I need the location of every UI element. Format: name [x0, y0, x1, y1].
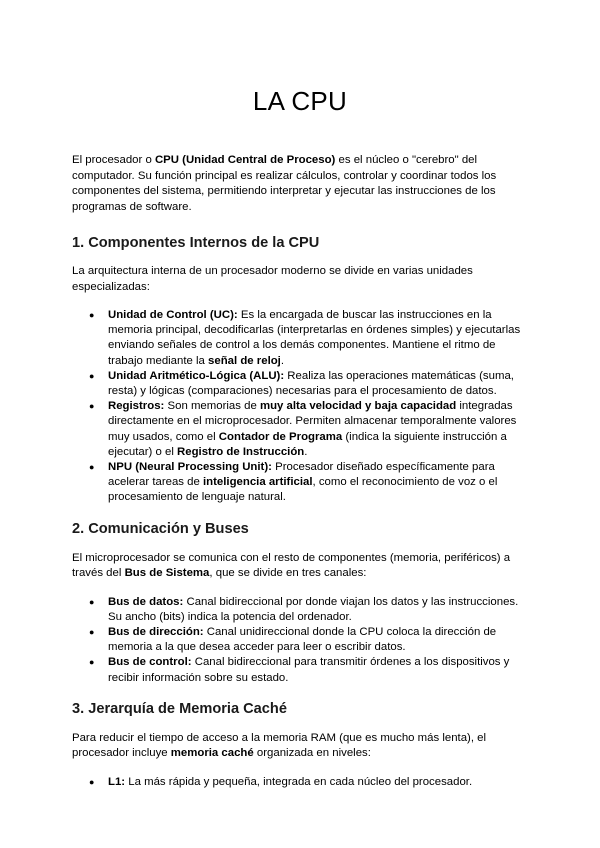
list-item [108, 399, 532, 460]
list-item-term: L1: [108, 775, 126, 788]
section-intro-bold: Bus de Sistema [124, 567, 210, 580]
list-item-term: Bus de control: [108, 656, 192, 669]
intro-paragraph [72, 153, 532, 215]
list-item-term: Bus de datos: [108, 595, 184, 608]
section-intro-text: , que se divide en tres canales: [209, 567, 367, 580]
list-item [108, 460, 532, 506]
list-item-text: Canal bidireccional para transmitir órdenes a los dispositivos y recibir información sobre su estado. [108, 656, 510, 684]
list-item [108, 775, 532, 790]
list-item-text: . [304, 445, 308, 458]
list-item [108, 369, 532, 399]
list-item-text: Procesador diseñado específicamente para acelerar tareas de [108, 461, 495, 489]
list-item-term: Unidad Aritmético-Lógica (ALU): [108, 369, 285, 382]
components-list [72, 308, 532, 506]
list-item [108, 625, 532, 655]
list-item-bold: Contador de Programa [218, 430, 343, 443]
section-intro-buses [72, 551, 532, 582]
buses-list [72, 595, 532, 686]
list-item-bold: inteligencia artificial [202, 476, 313, 489]
section-intro-text: El microprocesador se comunica con el resto de componentes (memoria, periféricos) a través del [72, 551, 511, 580]
section-heading-buses: 2. Comunicación y Buses [72, 520, 249, 537]
list-item [108, 595, 532, 625]
list-item-term: Bus de dirección: [108, 626, 204, 639]
list-item-text: Realiza las operaciones matemáticas (suma, resta) y lógicas (comparaciones) necesarias para el procesamiento de datos. [108, 369, 514, 398]
intro-text-rest: es el núcleo o "cerebro" del computador. Su función principal es realizar cálculos, controlar y coordinar todos los componentes del sistema, permitiendo interpretar y ejecutar las instrucciones de los programas de software. [72, 154, 497, 213]
list-item-text: (indica la siguiente instrucción a ejecutar) o el [108, 430, 507, 458]
list-item-term: Unidad de Control (UC): [108, 309, 238, 321]
list-item-text: Canal unidireccional donde la CPU coloca la dirección de memoria a la que desea acceder para leer o escribir datos. [108, 626, 497, 654]
list-item-text: Es la encargada de buscar las instrucciones en la memoria principal, decodificarlas (interpretarlas en órdenes simples) y ejecutarlas enviando señales de control a los demás componentes. Mantiene el ritmo de trabajo mediante la [108, 309, 521, 367]
document-title: LA CPU [252, 86, 348, 116]
list-item-term: Registros: [108, 400, 165, 413]
list-item-bold: Registro de Instrucción [177, 445, 305, 458]
list-item-term: NPU (Neural Processing Unit): [108, 461, 272, 474]
section-intro-bold: memoria caché [170, 747, 254, 760]
list-item-bold: muy alta velocidad y baja capacidad [259, 400, 457, 413]
list-item [108, 655, 532, 685]
intro-text: El procesador o [72, 154, 155, 166]
section-intro-text: Para reducir el tiempo de acceso a la memoria RAM (que es mucho más lenta), el procesador incluye [72, 731, 487, 760]
list-item-text: integradas directamente en el microprocesador. Permiten almacenar temporalmente valores muy usados, como el [108, 400, 517, 443]
list-item-text: Canal bidireccional por donde viajan los datos y las instrucciones. Su ancho (bits) indica la potencia del ordenador. [108, 595, 519, 623]
section-intro-cache [72, 731, 532, 762]
list-item-text: . [280, 354, 285, 367]
intro-bold-cpu: CPU (Unidad Central de Proceso) [154, 154, 336, 166]
list-item-text: , como el reconocimiento de voz o el procesamiento de lenguaje natural. [108, 476, 498, 504]
list-item-bold: señal de reloj [208, 354, 281, 367]
list-item-text: La más rápida y pequeña, integrada en cada núcleo del procesador. [125, 775, 473, 788]
section-intro-text: organizada en niveles: [253, 747, 371, 760]
document-body [72, 153, 532, 790]
section-heading-cache: 3. Jerarquía de Memoria Caché [72, 700, 287, 717]
section-heading-components: 1. Componentes Internos de la CPU [72, 235, 320, 251]
section-intro-components: La arquitectura interna de un procesador moderno se divide en varias unidades especializadas: [72, 265, 473, 293]
cache-list [72, 775, 532, 790]
list-item [108, 308, 532, 369]
list-item-text: Son memorias de [164, 400, 260, 413]
